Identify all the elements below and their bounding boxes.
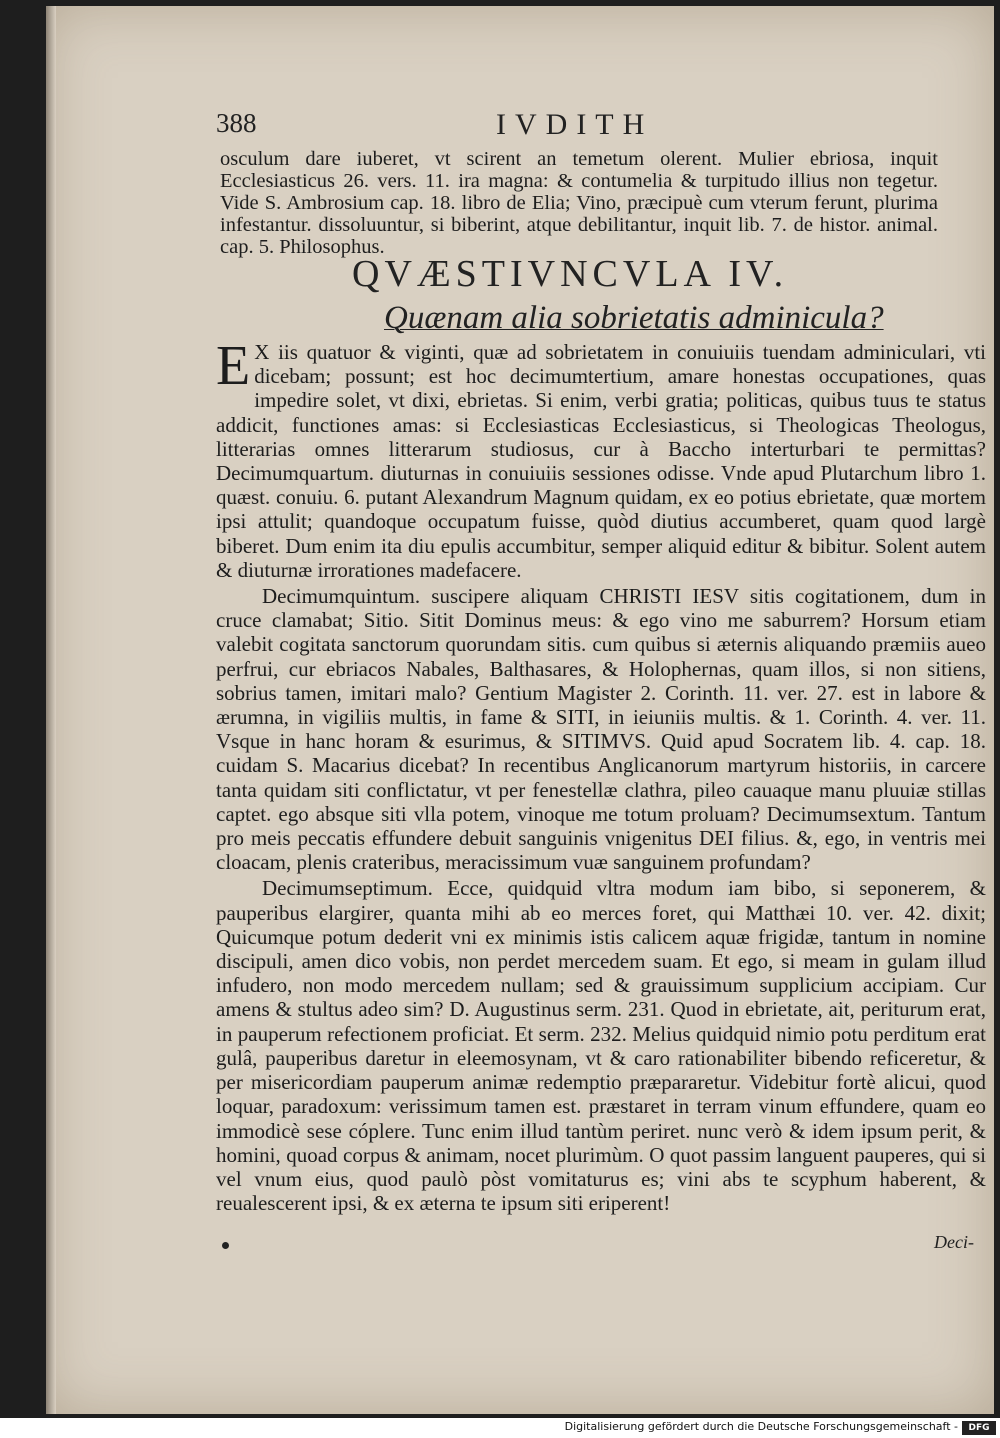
question-title: QVÆSTIVNCVLA IV. bbox=[352, 253, 789, 295]
continuation-paragraph: osculum dare iuberet, vt scirent an temetum olerent. Mulier ebriosa, inquit Ecclesiasticus 26. vers. 11. ira magna: & contumelia & turpitudo illius non tegetur. Vide S. Ambrosium cap. 18. libro de Elia; Vino, præcipuè cum vterum ferunt, plurima infestantur. dissoluuntur, si biberint, atque debilitantur, inquit lib. 7. de histor. animal. cap. 5. Philosophus. bbox=[220, 148, 938, 258]
catchword: Deci- bbox=[934, 1232, 974, 1252]
running-head: IVDITH bbox=[496, 108, 654, 141]
funding-credit: Digitalisierung gefördert durch die Deutsche Forschungsgemeinschaft - bbox=[564, 1420, 958, 1433]
drop-cap: E bbox=[216, 335, 251, 397]
paragraph-1-text: X iis quatuor & viginti, quæ ad sobrietatem in conuiuiis tuendam adminiculari, vti dicebam; possunt; est hoc decimumtertium, amare honestas occupationes, quas impedire solet, vt dixi, ebrietas. Si enim, verbi gratia; politicas, quibus tuus te status addicit, functiones amas: si Ecclesiasticas Ecclesiasticus, si Theologicas Theologus, litterarias omnes litterarum studiosus, cur à Baccho interturbari te permittas? Decimumquartum. diuturnas in conuiuiis sessiones odisse. Vnde apud Plutarchum libro 1. quæst. conuiu. 6. putant Alexandrum Magnum quidam, ex eo potius ebrietate, quæ mortem ipsi attulit; quandoque occupatum fuisse, quòd diutius accumberet, quam quod largè biberet. Dum enim ita diu epulis accumbitur, semper aliquid editur & bibitur. Solent autem & diuturnæ irrorationes madefacere. bbox=[216, 340, 986, 582]
margin-dot bbox=[222, 1242, 229, 1249]
page-number: 388 bbox=[216, 108, 257, 138]
page-header bbox=[216, 108, 916, 148]
paragraph-1 bbox=[216, 335, 986, 582]
question-subtitle: Quænam alia sobrietatis adminicula? bbox=[384, 300, 884, 336]
paragraph-2: Decimumquintum. suscipere aliquam CHRISTI IESV sitis cogitationem, dum in cruce clamabat; Sitio. Sitit Dominus meus: & ego vino me saburrem? Horsum etiam valebit cogitata sanctorum quorundam sitis. cum quibus si æternis aliquando præmiis aueo perfrui, cur ebriacos Nabales, Balthasares, & Holophernas, quam illos, si non sitiens, sobrius tamen, imitari malo? Gentium Magister 2. Corinth. 11. ver. 27. est in labore & ærumna, in vigiliis multis, in fame & SITI, in ieiuniis multis. & 1. Corinth. 4. ver. 11. Vsque in hanc horam & esurimus, & SITIMVS. Quid apud Socratem lib. 4. cap. 18. cuidam S. Macarius dicebat? In recentibus Anglicanorum martyrum historiis, in carcere tanta quidam siti conflictatur, vt per fenestellæ clathra, pileo cauaque manu pluuiæ stillas captet. ego absque siti vlla potem, vinoque me totum proluam? Decimumsextum. Tantum pro meis peccatis effundere debuit sanguinis vnigenitus DEI filius. &, ego, in ventris mei cloacam, plenis crateribus, meracissimum vuæ sanguinem profundam? bbox=[216, 584, 986, 875]
page-edge-shadow bbox=[46, 6, 56, 1414]
footer-bar bbox=[0, 1418, 1000, 1438]
continuation-text-block bbox=[220, 148, 938, 258]
main-text-block bbox=[216, 335, 986, 1217]
dfg-logo: DFG bbox=[962, 1421, 996, 1435]
paragraph-3: Decimumseptimum. Ecce, quidquid vltra modum iam bibo, si seponerem, & pauperibus elargirer, quanta mihi ab eo merces foret, qui Matthæi 10. ver. 42. dixit; Quicumque potum dederit vni ex minimis istis calicem aquæ frigidæ, tantum in nomine discipuli, amen dico vobis, non perdet mercedem suam. Et ego, si meam in gulam illud infudero, non modo mercedem nullam; sed & grauissimum supplicium accipiam. Cur amens & stultus adeo sim? D. Augustinus serm. 231. Quod in ebrietate, ait, periturum erat, in pauperum refectionem proficiat. Et serm. 232. Melius quidquid nimio potu perditum erat gulâ, pauperibus daretur in eleemosynam, vt & caro rationabiliter bibendo reficeretur, & per misericordiam pauperum animæ redemptio præpararetur. Videbitur fortè alicui, quod loquar, paradoxum: verissimum tamen est. præstaret in terram vinum effundere, quam eo immodicè sese cóplere. Tunc enim illud tantùm periret. nunc verò & idem ipsum perit, & homini, quoad corpus & animam, nocet plurimùm. O quot passim languent pauperes, qui si vel vnum eius, quod paulò pòst vomitaturus es; vini abs te scyphum haberent, & reualescerent ipsi, & ex æterna te ipsum siti eriperent! bbox=[216, 876, 986, 1216]
